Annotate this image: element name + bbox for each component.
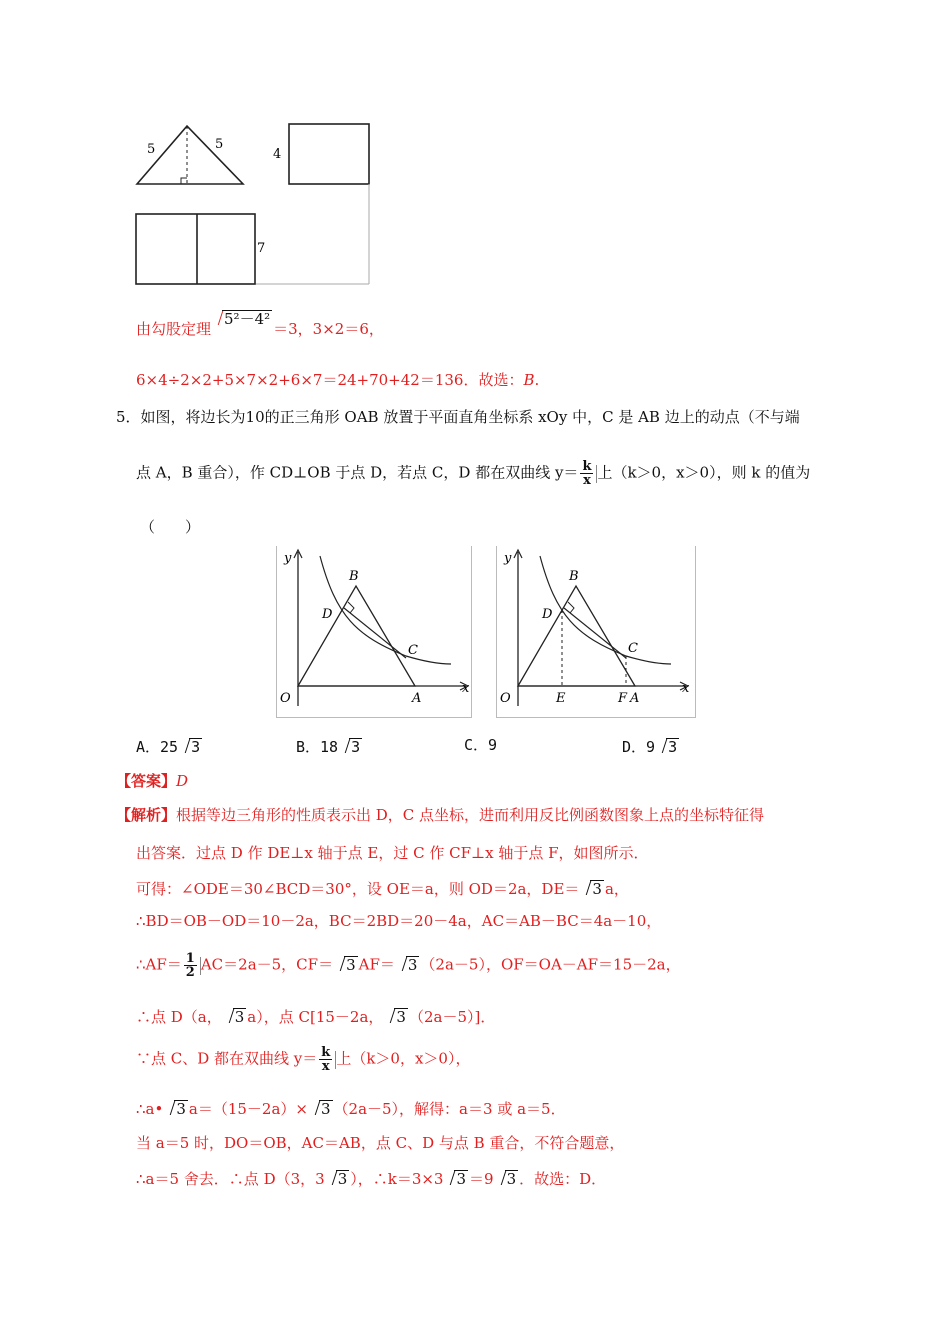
svg-text:D: D (542, 607, 553, 622)
q5-blank: （ ） (140, 518, 201, 536)
svg-text:C: C (628, 641, 638, 656)
svg-text:y: y (284, 551, 292, 566)
svg-text:B: B (569, 569, 579, 584)
svg-text:D: D (322, 607, 333, 622)
svg-text:O: O (280, 691, 291, 706)
analysis-l1: 【解析】根据等边三角形的性质表示出 D，C 点坐标，进而利用反比例函数图象上点的坐标特征得 (116, 806, 765, 824)
analysis-l9: 当 a＝5 时，DO＝OB，AC＝AB，点 C、D 与点 B 重合，不符合题意， (136, 1134, 625, 1152)
option-d[interactable]: D．9 3 (622, 738, 678, 756)
svg-text:x: x (462, 681, 470, 696)
svg-text:A: A (630, 691, 640, 706)
svg-text:A: A (412, 691, 422, 706)
svg-text:C: C (408, 643, 418, 658)
option-c[interactable]: C．9 (464, 736, 498, 754)
svg-text:y: y (504, 551, 512, 566)
sol4-radicand: 5²－4² (224, 310, 271, 328)
analysis-l2: 出答案．过点 D 作 DE⊥x 轴于点 E，过 C 作 CF⊥x 轴于点 F，如图所示． (136, 844, 649, 862)
analysis-l7: ∵点 C、D 都在双曲线 y＝ $\frac{k}{x}$ 上（k＞0，x＞0）， (136, 1045, 471, 1074)
option-a[interactable]: A．25 3 (136, 738, 201, 756)
rect-top-label: 4 (273, 147, 282, 162)
q5-line2: 点 A，B 重合），作 CD⊥OB 于点 D，若点 C，D 都在双曲线 y＝ $\frac{k}{x}$ 上（k＞0，x＞0），则 k 的值为 (136, 459, 811, 488)
analysis-l4: ∴BD＝OB－OD＝10－2a，BC＝2BD＝20－4a，AC＝AB－BC＝4a－10， (136, 912, 662, 930)
svg-text:O: O (500, 691, 511, 706)
sol4-line2: 6×4÷2×2+5×7×2+6×7＝24+70+42＝136．故选：B. (136, 371, 540, 389)
analysis-l6: ∴点 D（a， 3 a），点 C[15－2a， 3 （2a－5）]． (136, 1008, 496, 1026)
analysis-l10: ∴a＝5 舍去．∴点 D（3，3 3 ），∴k＝3×3 3 ＝9 3 ．故选：D． (136, 1170, 607, 1188)
graph-left (276, 546, 472, 718)
q5-line1: 5．如图，将边长为10的正三角形 OAB 放置于平面直角坐标系 xOy 中，C 是 AB 边上的动点（不与端 (116, 408, 800, 426)
sol4-line1: 由勾股定理5²－4²＝3，3×2＝6， (136, 310, 384, 338)
svg-text:B: B (349, 569, 359, 584)
tri-left-label: 5 (147, 142, 156, 157)
tri-right-label: 5 (215, 137, 224, 152)
option-b[interactable]: B．18 3 (296, 738, 361, 756)
svg-text:E: E (556, 691, 566, 706)
svg-text:F: F (618, 691, 628, 706)
analysis-l3: 可得：∠ODE＝30∠BCD＝30°，设 OE＝a，则 OD＝2a，DE＝ 3 a， (136, 880, 629, 898)
analysis-l8: ∴a• 3 a＝（15－2a）× 3 （2a－5），解得：a＝3 或 a＝5． (136, 1100, 566, 1118)
analysis-l5: ∴AF＝ $\frac{1}{2}$ AC＝2a－5，CF＝ 3 AF＝ 3 （2a－5），OF＝OA－AF＝15－2a， (136, 951, 681, 980)
rect-bottom-label: 7 (257, 241, 266, 256)
three-view-figure (125, 118, 385, 290)
graph-right (496, 546, 696, 718)
svg-text:x: x (682, 681, 690, 696)
answer-line: 【答案】D (116, 772, 189, 790)
